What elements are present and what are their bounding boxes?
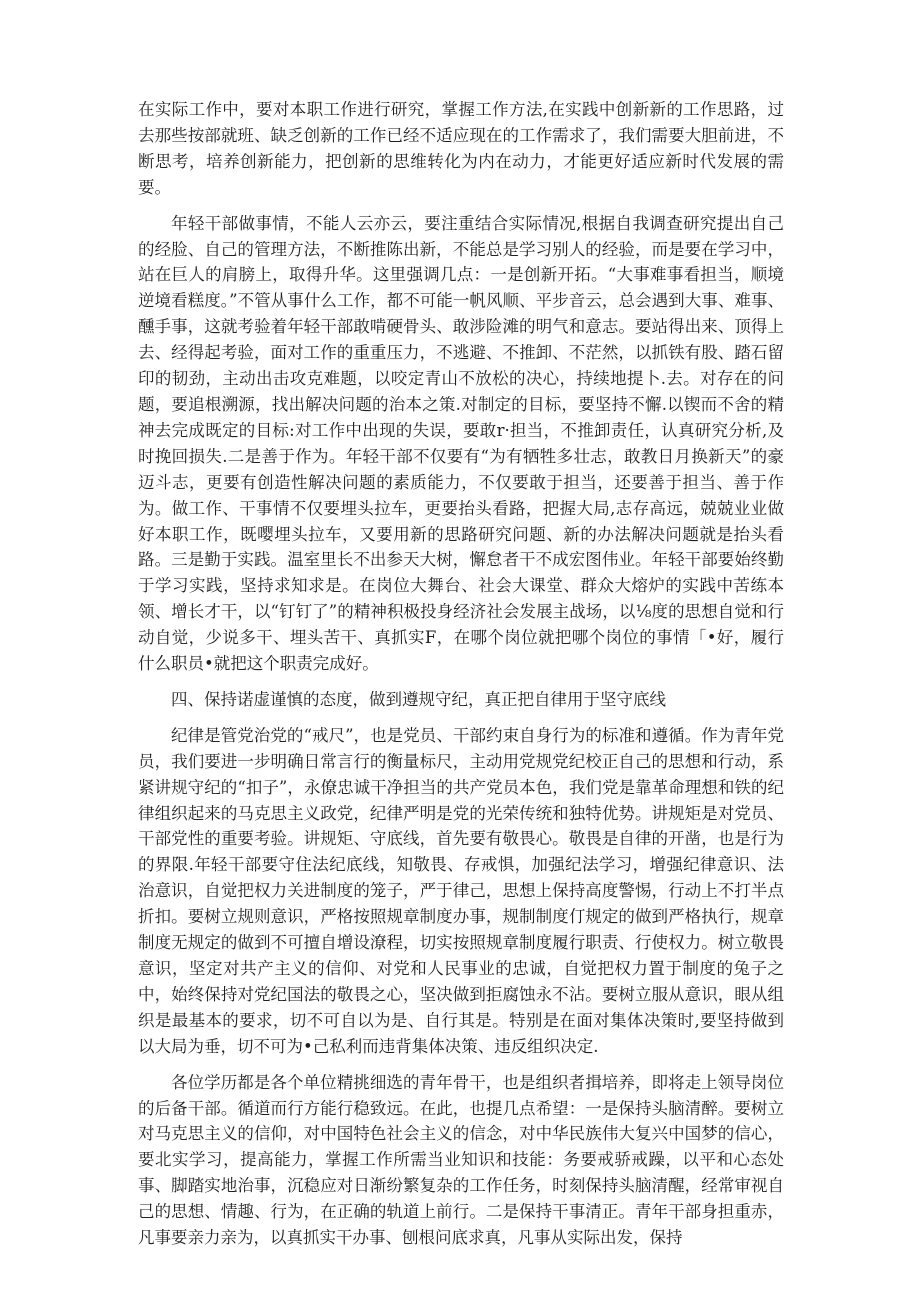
paragraph-2: 年轻干部做事情，不能人云亦云，要注重结合实际情况,根据自我调查研究提出自己的经脸、自己的管理方法，不断推陈出新，不能总是学习别人的经验，而是要在学习中，站在巨人的肩膀上，取得升华。这里强调几点：一是创新开拓。“大事难事看担当，顺境逆境看糕度。”不管从事什么工作，都不可能一帆风顺、平步音云，总会遇到大事、难事、醺手事，这就考验着年轻干部敢啃硬骨头、敢涉险滩的明气和意志。要站得出来、顶得上去、经得起考验，面对工作的重重压力，不逃避、不推卸、不茫然，以抓铁有股、踏石留印的韧劲，主动出击攻克难题，以咬定青山不放松的决心，持续地提卜.去。对存在的问题，要追根溯源，找出解决问题的治本之策.对制定的目标，要坚持不懈.以锲而不舍的精神去完成既定的目标:对工作中出现的失误，要敢r·担当，不推卸责任，认真研究分析,及时挽回损失.二是善于作为。年轻干部不仅要有“为有牺牲多壮志，敢教日月换新天”的豪迈斗志，更要有创造性解决问题的素质能力，不仅要敢于担当，还要善于担当、善于作为。做工作、干事情不仅要埋头拉车，更要抬头看路，把握大局,志存高远，兢兢业业做好本职工作，既嘤埋头拉车，又要用新的思路研究问题、新的办法解决问题就是抬头看路。三是勤于实践。温室里长不出参天大树，懈怠者干不成宏图伟业。年轻干部要始终勤于学习实践，坚持求知求是。在岗位大舞台、社会大课堂、群众大熔炉的实践中苦练本领、增长才干，以“钉钉了”的精神积极投身经济社会发展主战场，以⅛度的思想自觉和行动自觉，少说多干、埋头苦干、真抓实F，在哪个岗位就把哪个岗位的事情「•好，履行什么职员•就把这个职责完成好。 xyxy=(138,213,784,674)
paragraph-3: 纪律是管党治党的“戒尺”，也是党员、干部约束自身行为的标准和遵循。作为青年党员，我们要进一步明确日常言行的衡量标尺，主动用党规党纪校正自己的思想和行动，系紧讲规守纪的“扣子”，永僚忠诚干净担当的共产党员本色，我们党是靠革命理想和铁的纪律组织起来的马克思主义政党，纪律严明是党的光荣传统和独特优势。讲规矩是对党员、干部党性的重要考验。讲规矩、守底线，首先要有敬畏心。敬畏是自律的开凿，也是行为的界限.年轻干部要守住法纪底线，知敬畏、存戒惧，加强纪法学习，增强纪律意识、法治意识，自觉把权力关进制度的笼子，严于律己，思想上保持高度警惕，行动上不打半点折扣。要树立规则意识，严格按照规章制度办事，规制制度仃规定的做到严格执行，规章制度无规定的做到不可擅自增设潦程，切实按照规章制度履行职责、行使权力。树立敬畏意识，坚定对共产主义的信仰、对党和人民事业的忠诚，自觉把权力置于制度的兔子之中，始终保持对党纪国法的敬畏之心，坚决做到拒腐蚀永不沾。要树立服从意识，眼从组织是最基本的要求，切不可自以为是、自行其是。特别是在面对集体决策时,要坚持做到以大局为垂，切不可为•己私利而违背集体决策、违反组织决定. xyxy=(138,725,784,1056)
section-heading: 四、保持诺虚谨慎的态度，做到遵规守纪，真正把自律用于坚守底线 xyxy=(171,689,666,709)
document-page xyxy=(138,97,784,1261)
paragraph-1: 在实际工作中，要对本职工作进行研究，掌握工作方法,在实践中创新新的工作思路，过去那些按部就班、缺乏创新的工作已经不适应现在的工作需求了，我们需要大胆前进，不断思考，培养创新能力，把创新的思维转化为内在动力，才能更好适应新时代发展的需要。 xyxy=(138,100,784,197)
paragraph-4: 各位学历都是各个单位精挑细选的青年骨干，也是组织者揖培养，即将走上领导岗位的后备干部。循道而行方能行稳致远。在此，也提几点希望：一是保持头脑清醉。要树立对马克思主义的信仰，对中国特色社会主义的信念，对中华民族伟大复兴中国梦的信心，要北实学习，提高能力，掌握工作所需当业知识和技能：务要戒骄戒躁，以平和心态处事、脚踏实地治事，沉稳应对日渐纷繁复杂的工作任务，时刻保持头脑清醒，经常审视自己的思想、情趣、行为，在正确的轨道上前行。二是保持干事清正。青年干部身担重赤，凡事要亲力亲为，以真抓实干办事、刨根问底求真，凡事从实际出发，保持 xyxy=(138,1072,784,1248)
